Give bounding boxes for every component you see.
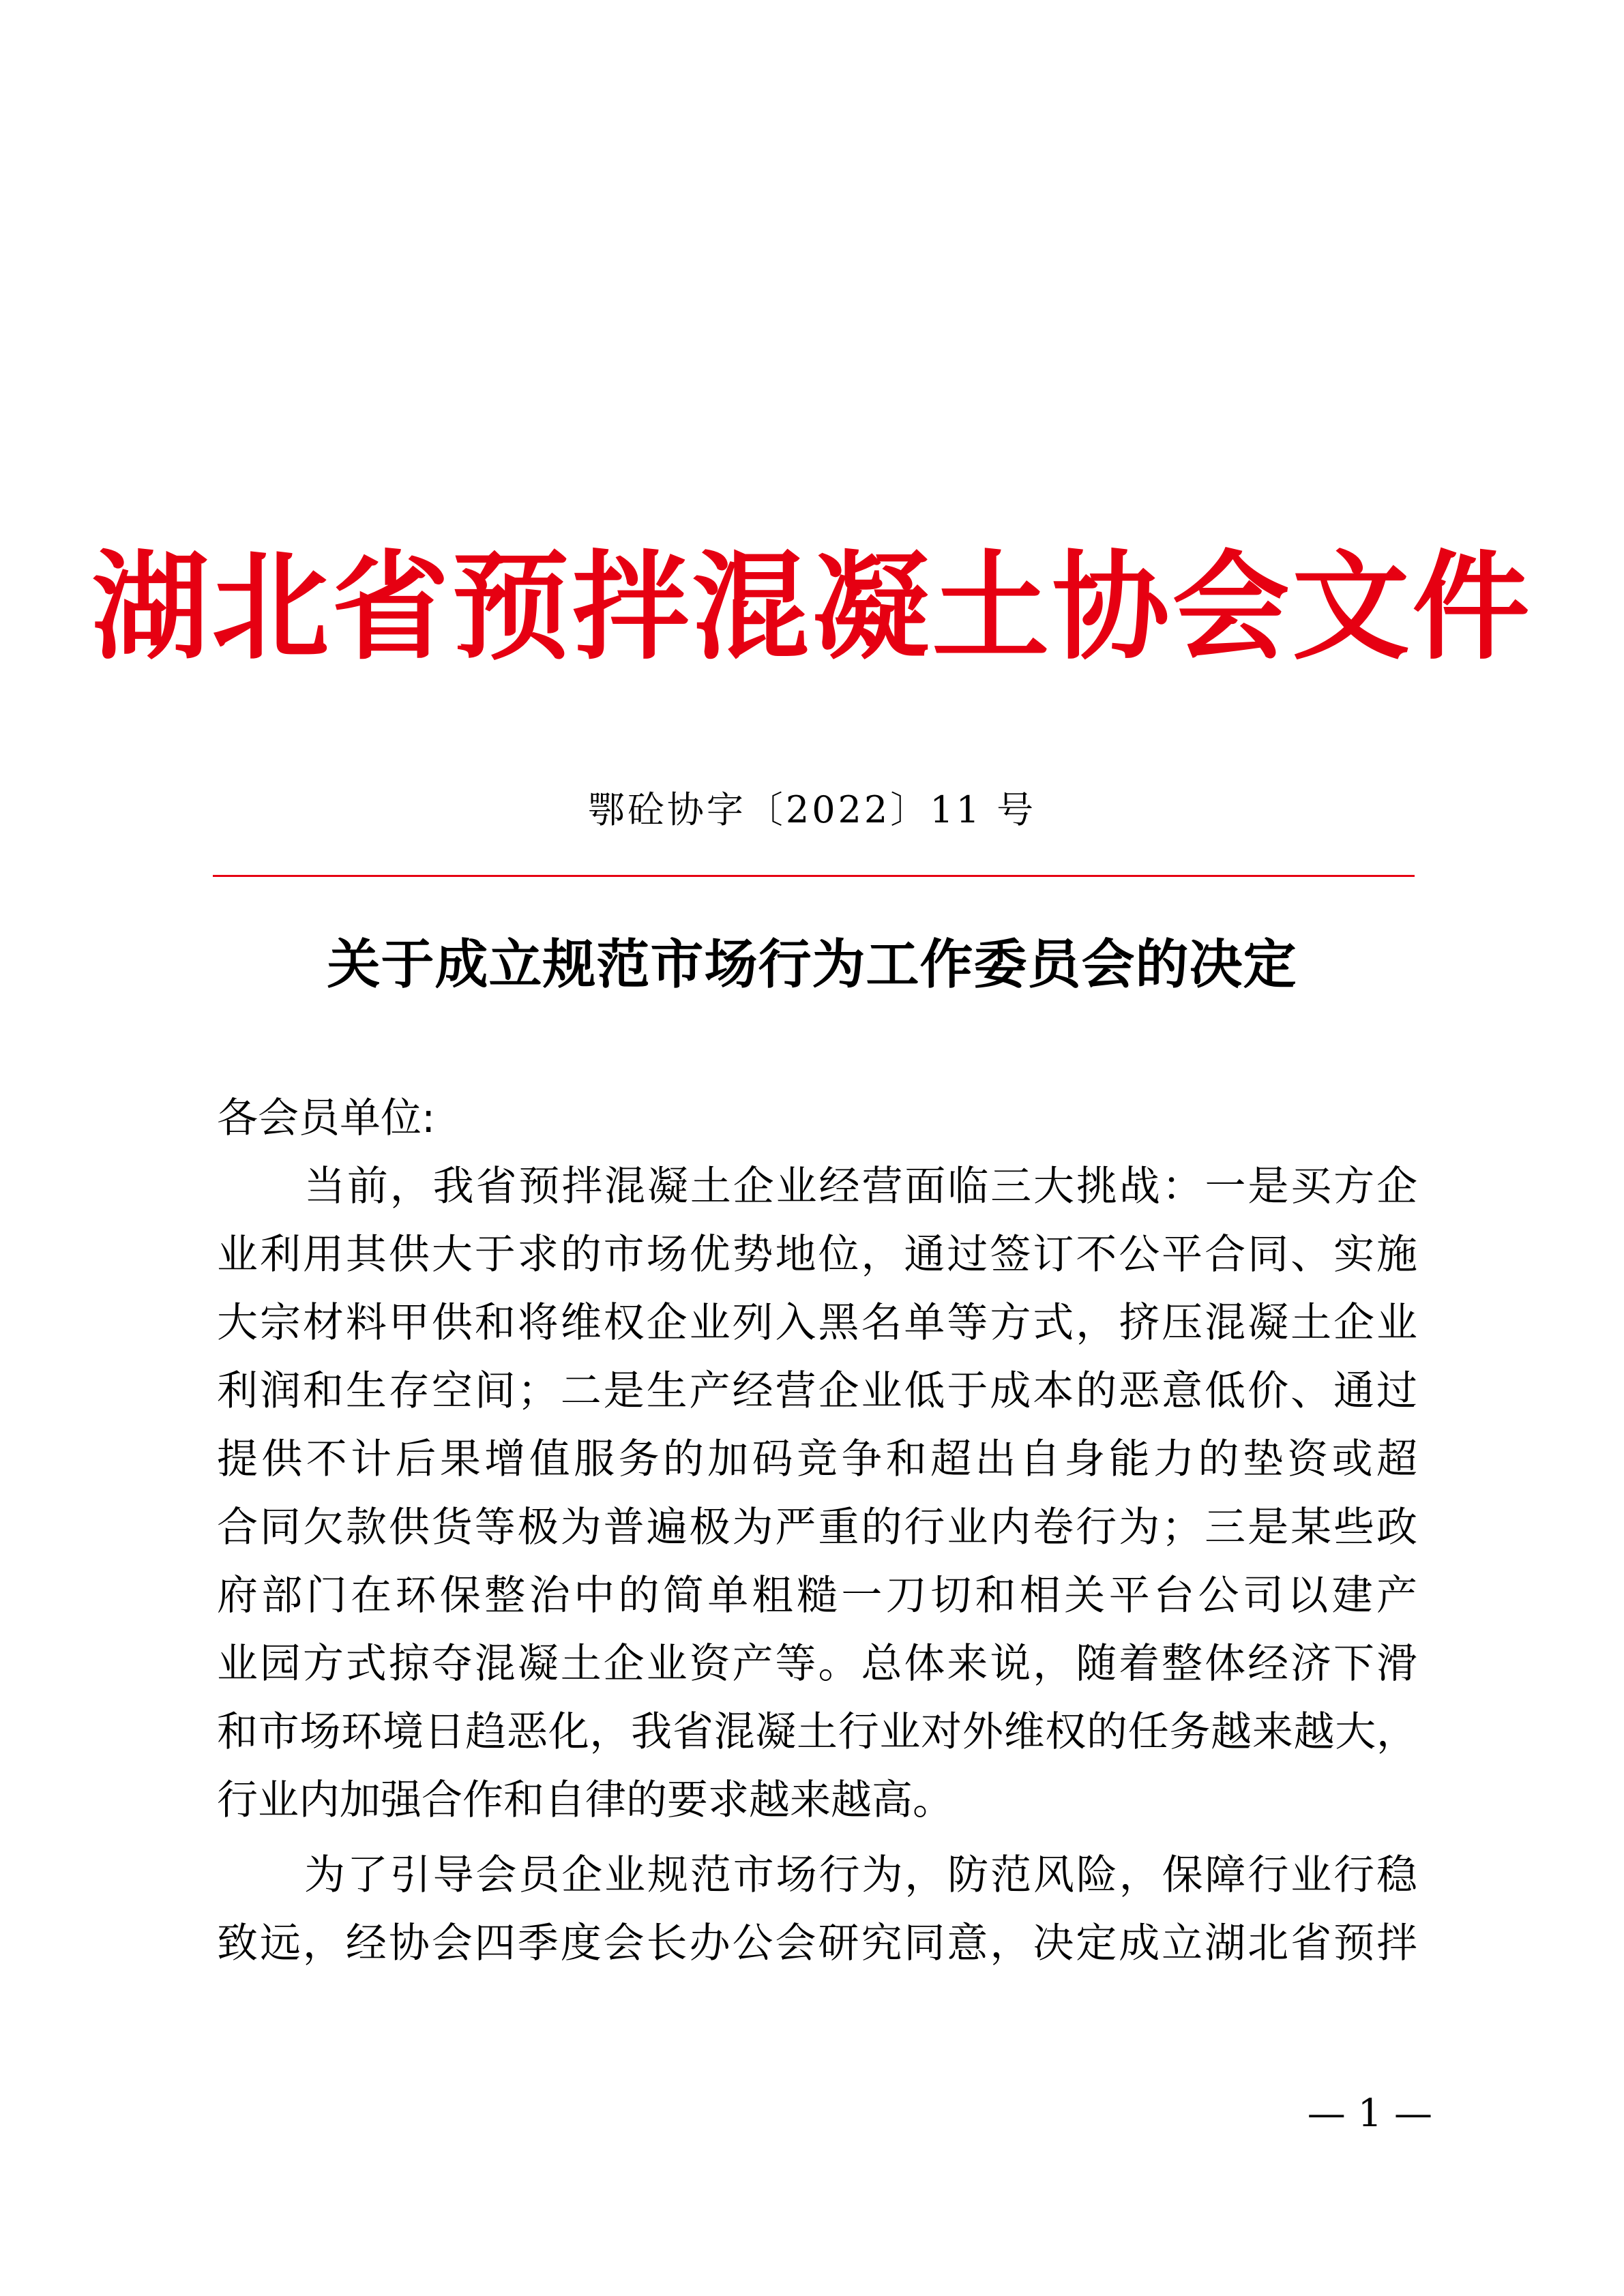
paragraph-line: 致远，经协会四季度会长办公会研究同意，决定成立湖北省预拌 bbox=[217, 1920, 1417, 1967]
document-masthead: 湖北省预拌混凝土协会文件 bbox=[91, 537, 1533, 676]
paragraph-line: 大宗材料甲供和将维权企业列入黑名单等方式，挤压混凝土企业 bbox=[217, 1299, 1417, 1347]
paragraph-line: 府部门在环保整治中的简单粗糙一刀切和相关平台公司以建产 bbox=[217, 1572, 1417, 1620]
paragraph-line: 业利用其供大于求的市场优势地位，通过签订不公平合同、实施 bbox=[217, 1231, 1417, 1279]
paragraph-line: 提供不计后果增值服务的加码竞争和超出自身能力的垫资或超 bbox=[217, 1435, 1417, 1483]
document-title: 关于成立规范市场行为工作委员会的决定 bbox=[327, 934, 1297, 996]
page-number: — 1 — bbox=[1307, 2091, 1432, 2136]
paragraph-line: 合同欠款供货等极为普遍极为严重的行业内卷行为；三是某些政 bbox=[217, 1504, 1417, 1551]
paragraph-line: 利润和生存空间；二是生产经营企业低于成本的恶意低价、通过 bbox=[217, 1367, 1417, 1415]
paragraph-line: 为了引导会员企业规范市场行为，防范风险，保障行业行稳 bbox=[304, 1851, 1417, 1899]
paragraph-line: 业园方式掠夺混凝土企业资产等。总体来说，随着整体经济下滑 bbox=[217, 1640, 1417, 1688]
paragraph-line: 和市场环境日趋恶化，我省混凝土行业对外维权的任务越来越大， bbox=[217, 1708, 1417, 1756]
salutation: 各会员单位: bbox=[217, 1094, 436, 1142]
document-number: 鄂砼协字〔2022〕11 号 bbox=[587, 788, 1037, 831]
paragraph-line: 行业内加强合作和自律的要求越来越高。 bbox=[217, 1776, 954, 1824]
red-divider bbox=[213, 875, 1415, 877]
paragraph-line: 当前，我省预拌混凝土企业经营面临三大挑战：一是买方企 bbox=[304, 1163, 1417, 1210]
